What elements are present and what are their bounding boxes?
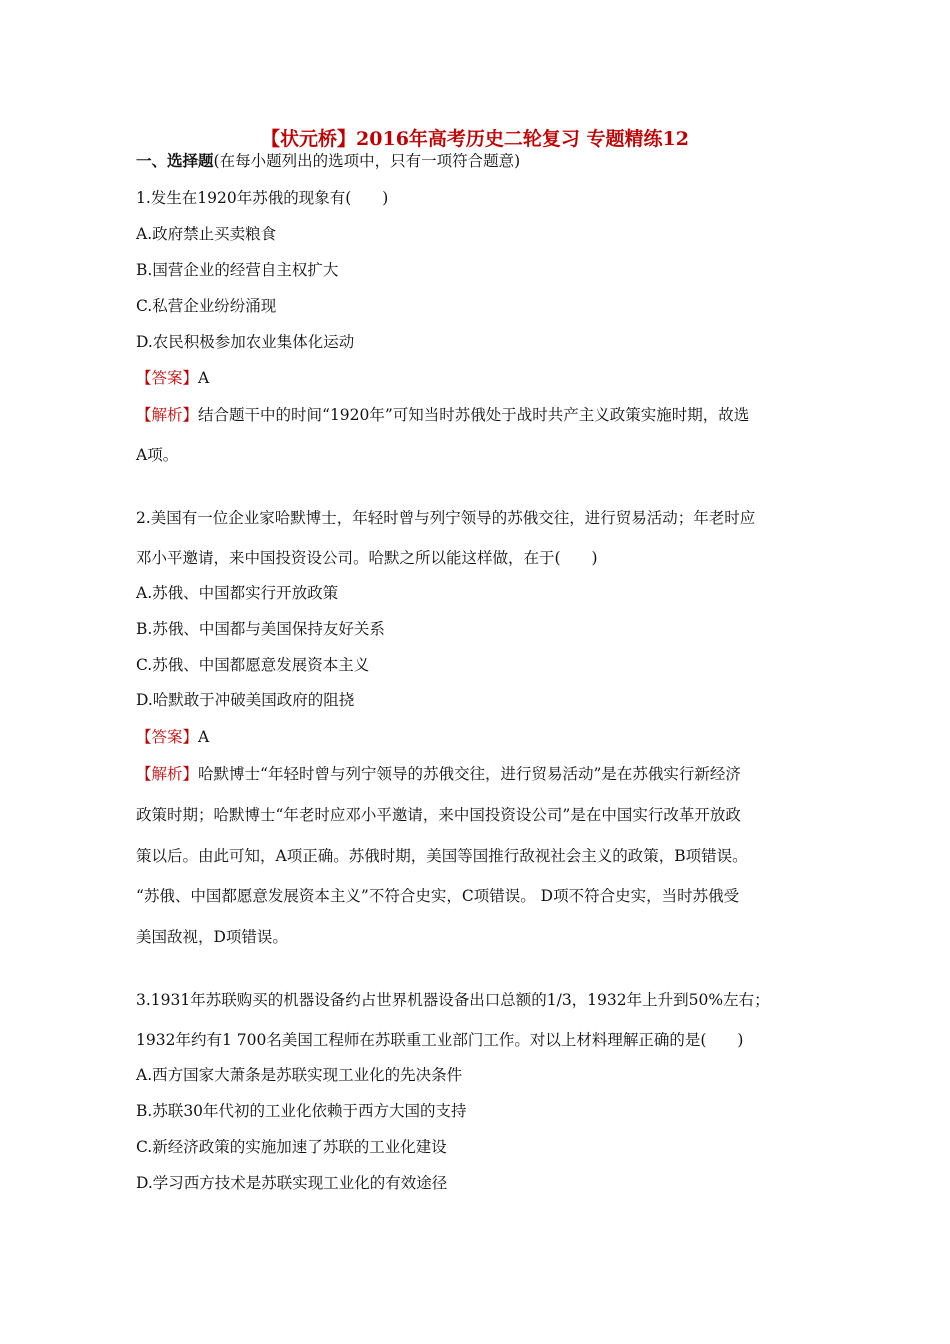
question-2-analysis-line-5: 美国敌视，D项错误。 [136,928,288,946]
section-heading [136,151,520,171]
section-note: (在每小题列出的选项中，只有一项符合题意) [213,152,521,170]
answer-value: A [198,369,210,387]
analysis-tag: 【解析】 [136,765,199,783]
answer-tag: 【答案】 [136,369,199,387]
question-2-analysis-line-1 [136,764,741,784]
question-3-option-d: D.学习西方技术是苏联实现工业化的有效途径 [136,1174,448,1192]
question-2-stem-line-1: 2.美国有一位企业家哈默博士，年轻时曾与列宁领导的苏俄交往，进行贸易活动；年老时应 [136,509,756,527]
question-1-analysis-line-1 [136,405,749,425]
question-2-option-c: C.苏俄、中国都愿意发展资本主义 [136,656,370,674]
analysis-text: 结合题干中的时间“1920年”可知当时苏俄处于战时共产主义政策实施时期，故选 [198,406,750,424]
question-1-analysis-line-2: A项。 [136,446,179,464]
question-1-option-a: A.政府禁止买卖粮食 [136,225,277,243]
question-2-option-b: B.苏俄、中国都与美国保持友好关系 [136,620,385,638]
question-3-stem-line-1: 3.1931年苏联购买的机器设备约占世界机器设备出口总额的1/3，1932年上升到50%左右； [136,991,770,1009]
question-1-stem: 1.发生在1920年苏俄的现象有( ) [136,189,389,207]
question-1-answer [136,368,209,388]
question-3-option-b: B.苏联30年代初的工业化依赖于西方大国的支持 [136,1102,467,1120]
question-1-option-b: B.国营企业的经营自主权扩大 [136,261,339,279]
question-3-option-c: C.新经济政策的实施加速了苏联的工业化建设 [136,1138,447,1156]
analysis-tag: 【解析】 [136,406,199,424]
question-1-option-d: D.农民积极参加农业集体化运动 [136,333,355,351]
question-2-answer [136,727,209,747]
question-3-stem-line-2: 1932年约有1 700名美国工程师在苏联重工业部门工作。对以上材料理解正确的是( ) [136,1031,744,1049]
question-2-analysis-line-3: 策以后。由此可知，A项正确。苏俄时期，美国等国推行敌视社会主义的政策，B项错误。 [136,847,748,865]
question-3-option-a: A.西方国家大萧条是苏联实现工业化的先决条件 [136,1066,463,1084]
analysis-text: 哈默博士“年轻时曾与列宁领导的苏俄交往，进行贸易活动”是在苏俄实行新经济 [198,765,741,783]
question-2-stem-line-2: 邓小平邀请，来中国投资设公司。哈默之所以能这样做，在于( ) [136,549,598,567]
document-title: 【状元桥】2016年高考历史二轮复习 专题精练12 [261,128,689,150]
question-2-analysis-line-2: 政策时期；哈默博士“年老时应邓小平邀请，来中国投资设公司”是在中国实行改革开放政 [136,806,741,824]
question-2-option-a: A.苏俄、中国都实行开放政策 [136,584,339,602]
answer-tag: 【答案】 [136,728,199,746]
question-2-analysis-line-4: “苏俄、中国都愿意发展资本主义”不符合史实，C项错误。 D项不符合史实，当时苏俄受 [136,887,740,905]
question-1-option-c: C.私营企业纷纷涌现 [136,297,277,315]
section-label: 一、选择题 [136,151,214,170]
answer-value: A [198,728,210,746]
question-2-option-d: D.哈默敢于冲破美国政府的阻挠 [136,691,355,709]
